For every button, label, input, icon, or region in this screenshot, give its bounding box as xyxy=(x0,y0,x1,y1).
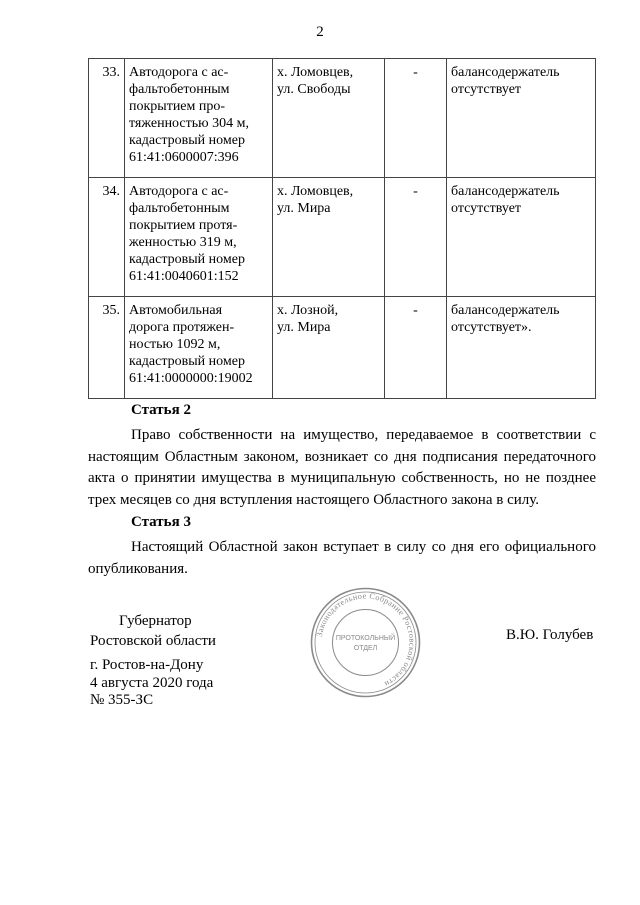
holder-cell xyxy=(447,59,596,178)
governor-title xyxy=(90,611,216,651)
paragraph-line: Право собственности на имущество, передаваемое в соответствии с xyxy=(131,427,596,443)
address-cell xyxy=(273,59,385,178)
signature-position-line: Ростовской области xyxy=(90,633,216,649)
article-2-title: Статья 2 xyxy=(131,402,191,418)
address-cell xyxy=(273,178,385,297)
property-table xyxy=(88,58,596,399)
address-cell xyxy=(273,297,385,399)
paragraph-line: акта о принятии имущества в муниципальную собственность, но не позднее xyxy=(88,470,596,486)
cell-line: Автодорога с ас- xyxy=(129,184,229,199)
paragraph-line: настоящим Областным законом, возникает со дня подписания передаточного xyxy=(88,448,596,465)
cell-line: покрытием протя- xyxy=(129,218,238,233)
cell-line: фальтобетонным xyxy=(129,201,230,216)
signatory-name: В.Ю. Голубев xyxy=(506,627,594,643)
article-3-text xyxy=(88,537,596,580)
row-number: 34. xyxy=(89,178,125,297)
cell-line: кадастровый номер xyxy=(129,354,245,369)
cell-line: Автодорога с ас- xyxy=(129,65,229,80)
date: 4 августа 2020 года xyxy=(90,674,214,691)
cell-line: ул. Свободы xyxy=(277,82,351,97)
city: г. Ростов-на-Дону xyxy=(90,657,204,673)
cell-line: балансодержатель xyxy=(451,303,560,318)
cell-line: кадастровый номер xyxy=(129,133,245,148)
cell-line: балансодержатель xyxy=(451,65,560,80)
table-row xyxy=(89,297,596,399)
cell-line: тяженностью 304 м, xyxy=(129,116,249,131)
article-2-text xyxy=(88,425,596,511)
cell-line: ул. Мира xyxy=(277,201,331,216)
cell-line: х. Ломовцев, xyxy=(277,184,354,199)
cell-line: кадастровый номер xyxy=(129,252,245,267)
holder-cell xyxy=(447,297,596,399)
cell-line: Автомобильная xyxy=(129,303,223,318)
paragraph-line: Настоящий Областной закон вступает в силу со дня его официального xyxy=(131,539,596,555)
cell-line: 61:41:0600007:396 xyxy=(129,150,239,165)
cell-line: покрытием про- xyxy=(129,99,226,114)
article-3-title: Статья 3 xyxy=(131,514,191,530)
cell-line: ностью 1092 м, xyxy=(129,337,221,352)
law-number: № 355-ЗС xyxy=(90,692,154,708)
paragraph-line: опубликования. xyxy=(88,560,188,577)
cell-line: отсутствует». xyxy=(451,320,532,335)
cell-line: отсутствует xyxy=(451,201,522,216)
stamp-outer-ring xyxy=(312,589,420,697)
signature-position-line: Губернатор xyxy=(119,613,192,629)
cell-line: фальтобетонным xyxy=(129,82,230,97)
property-name-cell xyxy=(125,59,273,178)
dash-cell: - xyxy=(385,297,447,399)
place-and-date xyxy=(90,657,213,710)
row-number: 33. xyxy=(89,59,125,178)
cell-line: женностью 319 м, xyxy=(129,235,237,250)
cell-line: ул. Мира xyxy=(277,320,331,335)
property-name-cell xyxy=(125,297,273,399)
stamp-center-line: ПРОТОКОЛЬНЫЙ xyxy=(335,635,396,642)
table-row xyxy=(89,178,596,297)
stamp-center-line: ОТДЕЛ xyxy=(353,645,378,652)
cell-line: отсутствует xyxy=(451,82,522,97)
cell-line: балансодержатель xyxy=(451,184,560,199)
dash-cell: - xyxy=(385,178,447,297)
cell-line: дорога протяжен- xyxy=(129,320,235,335)
cell-line: х. Ломовцев, xyxy=(277,65,354,80)
paragraph-line: трех месяцев со дня вступления настоящего Областного закона в силу. xyxy=(88,491,539,508)
holder-cell xyxy=(447,178,596,297)
cell-line: 61:41:0040601:152 xyxy=(129,269,239,284)
cell-line: х. Лозной, xyxy=(277,303,339,318)
official-stamp xyxy=(309,586,422,699)
row-number: 35. xyxy=(89,297,125,399)
table-row xyxy=(89,59,596,178)
stamp-ring-text: Законодательное Собрание Ростовской области xyxy=(314,591,417,689)
cell-line: 61:41:0000000:19002 xyxy=(129,371,253,386)
property-name-cell xyxy=(125,178,273,297)
dash-cell: - xyxy=(385,59,447,178)
page-number: 2 xyxy=(316,24,324,40)
stamp-center-ring xyxy=(333,610,399,676)
